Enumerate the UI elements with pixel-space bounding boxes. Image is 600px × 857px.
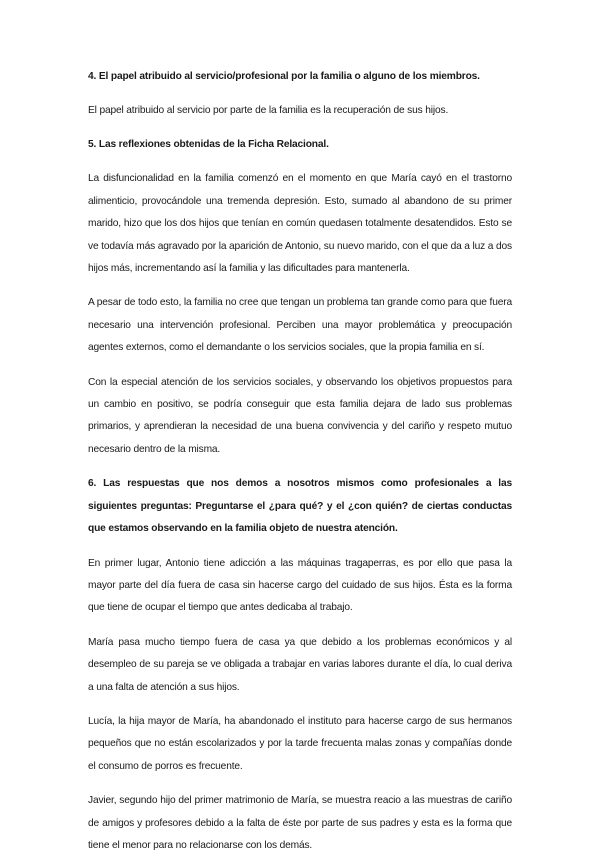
section-5-paragraph-3: Con la especial atención de los servicios sociales, y observando los objetivos propuestos para un cambio en positivo, se podría conseguir que esta familia dejara de lado sus problemas primarios, y aprendieran la necesidad de una buena convivencia y del cariño y respeto mutuo necesario dentro de la misma.	[88, 376, 512, 455]
section-6-paragraph-2: María pasa mucho tiempo fuera de casa ya que debido a los problemas económicos y al desempleo de su pareja se ve obligada a trabajar en varias labores durante el día, lo cual deriva a una falta de atención a sus hijos.	[88, 636, 512, 693]
section-6-paragraph-1: En primer lugar, Antonio tiene adicción a las máquinas tragaperras, es por ello que pasa la mayor parte del día fuera de casa sin hacerse cargo del cuidado de sus hijos. Ésta es la forma que tiene de ocupar el tiempo que antes dedicaba al trabajo.	[88, 557, 512, 614]
section-6-heading: 6. Las respuestas que nos demos a nosotros mismos como profesionales a las siguientes preguntas: Preguntarse el ¿para qué? y el ¿con quién? de ciertas conductas que estamos observando en la familia objeto de nuestra atención.	[88, 478, 512, 535]
section-6-paragraph-3: Lucía, la hija mayor de María, ha abandonado el instituto para hacerse cargo de sus hermanos pequeños que no están escolarizados y por la tarde frecuenta malas zonas y compañías donde el consumo de porros es frecuente.	[88, 715, 512, 772]
section-5-paragraph-2: A pesar de todo esto, la familia no cree que tengan un problema tan grande como para que fuera necesario una intervención profesional. Perciben una mayor problemática y preocupación agentes externos, como el demandante o los servicios sociales, que la propia familia en sí.	[88, 297, 512, 354]
section-4-paragraph: El papel atribuido al servicio por parte de la familia es la recuperación de sus hijos.	[88, 105, 449, 116]
section-4-heading: 4. El papel atribuido al servicio/profesional por la familia o alguno de los miembros.	[88, 71, 480, 82]
section-5-heading: 5. Las reflexiones obtenidas de la Ficha Relacional.	[88, 139, 329, 151]
section-6-paragraph-4: Javier, segundo hijo del primer matrimonio de María, se muestra reacio a las muestras de cariño de amigos y profesores debido a la falta de éste por parte de sus padres y esta es la forma que tiene el menor para no relacionarse con los demás.	[88, 795, 512, 851]
section-5-paragraph-1: La disfuncionalidad en la familia comenzó en el momento en que María cayó en el trastorno alimenticio, provocándole una tremenda depresión. Esto, sumado al abandono de su primer marido, hizo que los dos hijos que tenían en común quedasen totalmente desatendidos. Esto se ve todavía más agravado por la aparición de Antonio, su nuevo marido, con el que da a luz a dos hijos más, incrementando así la familia y las dificultades para mantenerla.	[88, 173, 512, 275]
